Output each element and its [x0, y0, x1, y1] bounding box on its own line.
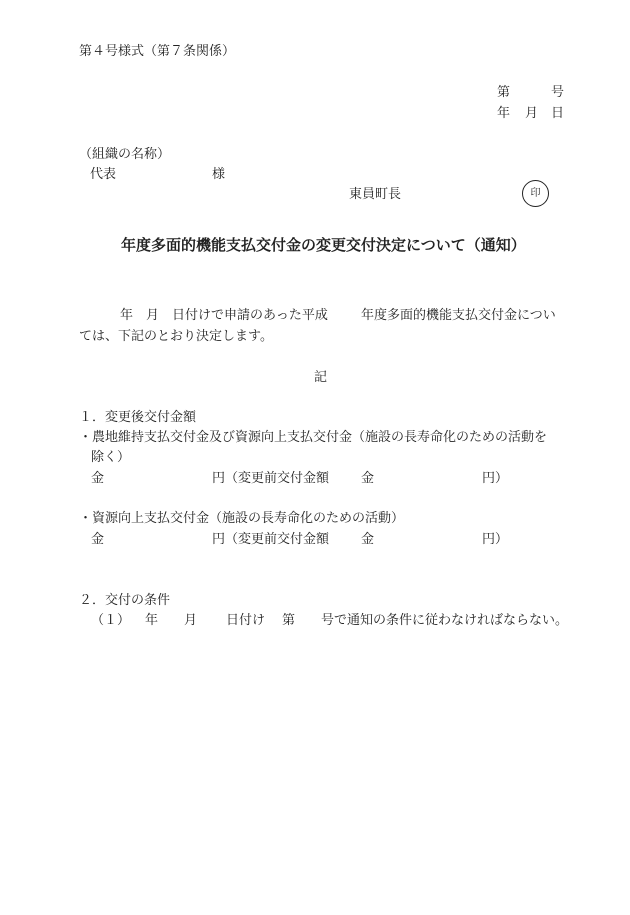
- form-number-label: 第４号様式（第７条関係）: [79, 44, 236, 59]
- ki-heading: 記: [314, 370, 328, 385]
- body-line1-tail: 年度多面的機能支払交付金につい: [361, 308, 556, 323]
- amount-prev-kin-1: 金: [361, 471, 375, 486]
- document-number-suffix: 号: [551, 85, 565, 100]
- addressee-org: （組織の名称）: [79, 147, 171, 162]
- amount-prev-kin-2: 金: [361, 532, 375, 547]
- document-number-prefix: 第: [497, 85, 511, 100]
- condition-text: 号で通知の条件に従わなければならない。: [321, 613, 569, 628]
- seal-stamp: [522, 180, 549, 207]
- condition-month: 月: [184, 613, 198, 628]
- amount-kin-1: 金: [91, 471, 105, 486]
- body-month: 月: [146, 308, 160, 323]
- date-month: 月: [525, 106, 539, 121]
- amount-close-1: 円）: [482, 471, 509, 486]
- section1-item1-cont: 除く）: [91, 450, 131, 465]
- amount-close-2: 円）: [482, 532, 509, 547]
- condition-number: （１）: [91, 613, 131, 628]
- section1-heading: １．変更後交付金額: [79, 410, 197, 425]
- date-year: 年: [497, 106, 511, 121]
- amount-kin-2: 金: [91, 532, 105, 547]
- condition-dated: 日付け: [226, 613, 266, 628]
- seal-char: 印: [530, 187, 541, 199]
- amount-en-prev-2: 円（変更前交付金額: [212, 532, 330, 547]
- addressee-honorific: 様: [212, 167, 226, 182]
- condition-dai: 第: [282, 613, 296, 628]
- section2-heading: ２．交付の条件: [79, 593, 171, 608]
- body-line2: ては、下記のとおり決定します。: [79, 329, 273, 344]
- addressee-representative: 代表: [90, 167, 117, 182]
- section1-item1: ・農地維持支払交付金及び資源向上支払交付金（施設の長寿命化のための活動を: [79, 430, 548, 445]
- section1-item2: ・資源向上支払交付金（施設の長寿命化のための活動）: [79, 511, 405, 526]
- body-year: 年: [120, 308, 134, 323]
- amount-en-prev-1: 円（変更前交付金額: [212, 471, 330, 486]
- document-title: 年度多面的機能支払交付金の変更交付決定について（通知）: [121, 236, 526, 254]
- condition-year: 年: [145, 613, 159, 628]
- date-day: 日: [551, 106, 565, 121]
- body-line1: 日付けで申請のあった平成: [172, 308, 328, 323]
- sender-name: 東員町長: [349, 187, 402, 202]
